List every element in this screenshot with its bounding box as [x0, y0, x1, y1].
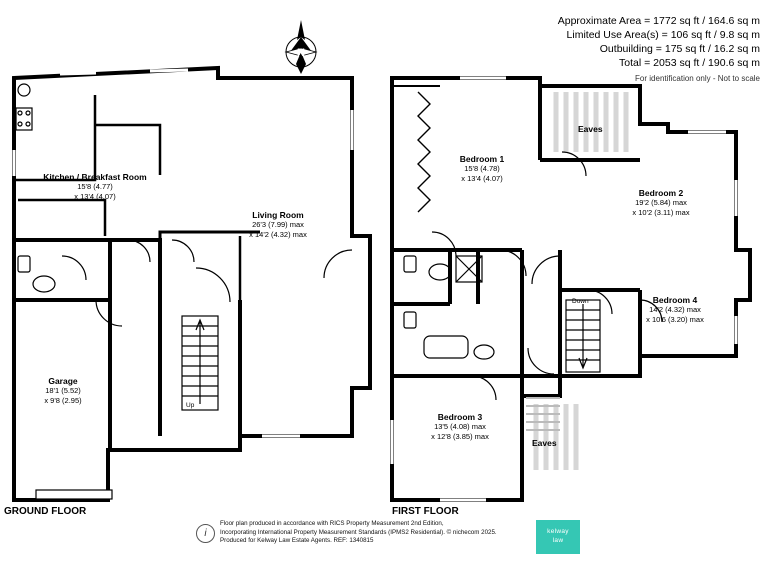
room-bedroom-4 — [610, 295, 740, 325]
room-bedroom-2 — [596, 188, 726, 218]
room-dim-1: 19'2 (5.84) max — [635, 198, 687, 207]
room-name: Bedroom 1 — [459, 154, 505, 164]
area-line-outbuilding: Outbuilding = 175 sq ft / 16.2 sq m — [599, 43, 760, 55]
footer-line-3: Produced for Kelway Law Estate Agents. REF: 1340815 — [220, 537, 374, 544]
ground-floor-label: GROUND FLOOR — [4, 506, 87, 517]
room-name: Bedroom 4 — [652, 295, 698, 305]
eaves-label-bottom: Eaves — [532, 438, 557, 448]
stairs-up-label: Up — [186, 402, 195, 409]
room-name: Garage — [48, 376, 78, 386]
room-living — [208, 210, 348, 240]
disclaimer-text: For identification only - Not to scale — [635, 74, 760, 83]
room-dim-2: x 12'8 (3.85) max — [431, 432, 489, 441]
footer-line-2: Incorporating International Property Measurement Standards (IPMS2 Residential). © nichecom 2025. — [220, 528, 497, 536]
room-dim-2: x 14'2 (4.32) max — [249, 230, 307, 239]
room-dim-1: 18'1 (5.52) — [45, 386, 81, 395]
room-name: Bedroom 3 — [437, 412, 483, 422]
compass-north-label: N — [297, 47, 305, 59]
room-dim-1: 14'2 (4.32) max — [649, 305, 701, 314]
room-dim-2: x 10'6 (3.20) max — [646, 315, 704, 324]
room-dim-2: x 9'8 (2.95) — [44, 396, 82, 405]
area-line-approx: Approximate Area = 1772 sq ft / 164.6 sq m — [557, 15, 760, 27]
room-dim-1: 15'8 (4.78) — [464, 164, 500, 173]
footer-line-1: Floor plan produced in accordance with RICS Property Measurement 2nd Edition, — [220, 520, 444, 527]
kelway-law-logo — [536, 520, 580, 554]
footer-credits — [220, 520, 497, 546]
room-dim-2: x 13'4 (4.07) — [74, 192, 116, 201]
info-icon: i — [196, 524, 215, 543]
logo-line-1: kelway — [547, 528, 569, 535]
room-name: Living Room — [252, 210, 304, 220]
room-garage — [8, 376, 118, 406]
area-line-limited: Limited Use Area(s) = 106 sq ft / 9.8 sq m — [566, 29, 760, 41]
room-dim-2: x 10'2 (3.11) max — [632, 208, 690, 217]
first-floor-label: FIRST FLOOR — [392, 506, 459, 517]
room-name: Bedroom 2 — [638, 188, 684, 198]
room-dim-1: 26'3 (7.99) max — [252, 220, 304, 229]
room-dim-2: x 13'4 (4.07) — [461, 174, 503, 183]
area-line-total: Total = 2053 sq ft / 190.6 sq m — [619, 57, 760, 69]
eaves-label-top: Eaves — [578, 124, 603, 134]
stairs-down-label: Down — [572, 298, 589, 305]
room-dim-1: 13'5 (4.08) max — [434, 422, 486, 431]
room-name: Kitchen / Breakfast Room — [43, 172, 147, 182]
room-kitchen-breakfast — [20, 172, 170, 202]
room-bedroom-3 — [400, 412, 520, 442]
room-dim-1: 15'8 (4.77) — [77, 182, 113, 191]
logo-line-2: law — [552, 537, 564, 544]
room-bedroom-1 — [422, 154, 542, 184]
